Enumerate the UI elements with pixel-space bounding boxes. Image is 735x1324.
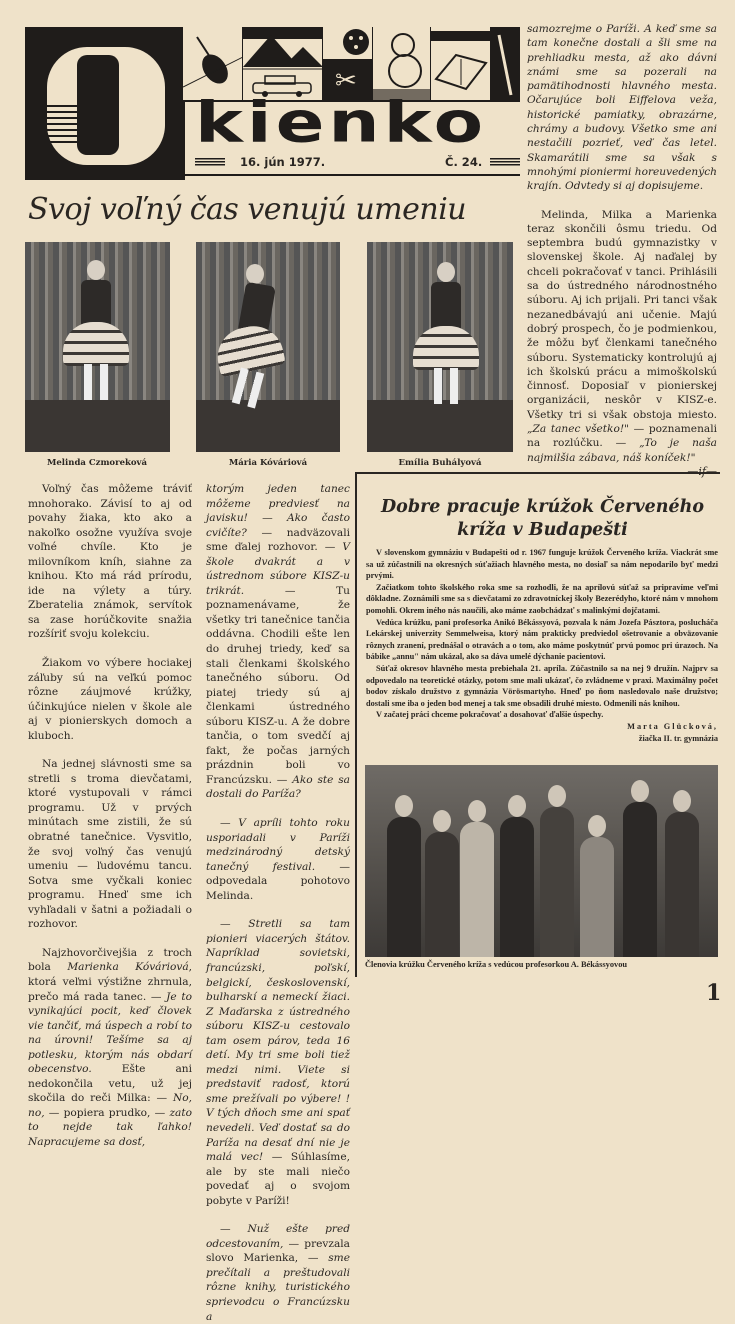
article-author: Marta Glücková, — [627, 721, 718, 731]
text: Najzhovorčivejšia z troch bola — [28, 946, 192, 974]
text: — Tu poznamenávame, že všetky tri tanečnice tančia oddávna. Chodili ešte len do druhej triedy, keď sa stali členkami školského tanečného súboru. Od piatej triedy sú aj členkami ústredného súboru KISZ-u. A že dobre tančia, o tom svedčí aj fakt, že počas jarných prázdnin boli vo Francúzsku. — — [206, 584, 350, 786]
italic-text: — Nuž ešte pred odcestovaním, — [206, 1223, 350, 1250]
divider — [355, 472, 720, 474]
italic-text: „To je naša najmilšia zábava, náš koníček!" — [527, 437, 717, 464]
italic-text: Marienka Kóváriová — [67, 961, 189, 974]
article-paragraph: Vedúca krúžku, pani profesorka Anikó Békássyová, pozvala k nám Jozefa Pásztora, poslucháča Lekárskej univerzity Semmelweisa, ktorý nám prakticky predviedol ošetrovanie a obväzovanie rôznych zranení, prednášal o otravách a o tom, ako máme poskytnúť prvú pomoc pri úrazoch. Na bábike „annu" nám ukázal, ako sa dáva umelé dýchanie pacientovi. — [366, 617, 718, 662]
text: — popiera prudko, — — [44, 1106, 170, 1119]
masthead — [25, 27, 520, 180]
italic-text: — Stretli sa tam pionieri viacerých štátov. Napríklad sovietski, francúzski, poľskí, belgickí, československí, bulharskí a nemeckí žiaci. Z Maďarska z ústredného súboru KISZ-u cestovalo tam osem párov, teda 16 detí. My tri sme boli tiež medzi nimi. Viete si predstaviť radosť, ktorú sme prežívali po výbere! ! V tých dňoch sme ani spať nevedeli. Veď dostať sa do Paríža na desať dní nie je malá vec! — [206, 918, 350, 1164]
page-number: 1 — [706, 980, 722, 1006]
brush-icon — [491, 27, 520, 100]
article-author-role: žiačka II. tr. gymnázia — [638, 733, 718, 743]
italic-text: samozrejme o Paríži. A keď sme sa tam konečne dostali a šli sme na prehliadku mesta, až ako dávni známi sme sa pozerali na pamätihodnosti hlavného mesta. Očarujúce boli Eiffelova veža, historické pamiatky, obrazárne, chrámy a budovy. Všetko sme ani nestačili pozrieť, veď čas letel. Skamarátili sme sa však s mnohými pioniermi horeuvedených krajín. Odvtedy si aj dopisujeme. — [527, 23, 717, 193]
story-paragraph — [206, 816, 350, 903]
italic-text: Ako ste sa dostali do Paríža? — [206, 773, 350, 801]
story-column-2 — [206, 482, 350, 1324]
photo-maria — [196, 242, 340, 452]
italic-text: „Za tanec všetko!" — [527, 423, 629, 436]
italic-text: ktorým jeden tanec môžeme predviesť na javisku! — Ako často cvičíte? — [206, 483, 350, 539]
group-photo-caption: Členovia krúžku Červeného kríža s vedúcou profesorkou A. Békássyovou — [365, 960, 628, 969]
text: , ktorá veľmi výstižne zhrnula, prečo má rada tanec. — — [28, 961, 193, 1003]
story-paragraph — [28, 757, 192, 932]
story-paragraph — [527, 22, 717, 194]
text: — poznamenali na rozlúčku. — — [527, 423, 717, 450]
logo-block — [25, 27, 185, 180]
text: — nadväzovali sme ďalej rozhovor. — — [206, 526, 350, 554]
article-body — [366, 547, 718, 744]
story-paragraph — [206, 917, 350, 1208]
italic-text: V škole dvakrát a v ústrednom súbore KISZ-u trikrát. — [206, 541, 350, 597]
article-paragraph: Začiatkom tohto školského roka sme sa rozhodli, že na aprílovú súťaž sa pripravíme veľmi dôkladne. Zoznámili sme sa s dievčatami zo zdravotníckej školy Bezerédyho, ktoré nám v mnohom pomohli. Okrem iného nás naučili, ako máme zaobchádzať s malinkými dojčatami. — [366, 582, 718, 615]
photo-caption: Emília Buhályová — [398, 458, 482, 468]
text: Ešte ani nedokončila vetu, už jej skočila do reči Milka: — — [28, 1063, 192, 1105]
text: Melinda, Milka a Marienka teraz skončili ôsmu triedu. Od septembra budú gymnazistky v slovenskej škole. Aj naďalej by chceli pokračovať v tanci. Prihlásili sa do ústredného národnostného súboru. Aj ich prijali. Pri tanci však nezanedbávajú ani učenie. Majú dobrý prospech, čo je podmienkou, že môžu byť členkami tanečného súboru. Systematicky kontrolujú aj ich školskú prácu a mimoškolskú činnosť. Doposiaľ v pionierskej organizácii, neskôr v KISZ-e. Všetky tri si však obstoja miesto. — [527, 208, 717, 421]
italic-text: — V apríli tohto roku usporiadali v Paríži medzinárodný detský tanečný festival. — [206, 817, 350, 873]
story-paragraph — [206, 1222, 350, 1324]
story-paragraph — [527, 208, 717, 465]
italic-text: zato to nejde tak ľahko! Napracujeme sa dosť, — [28, 1106, 192, 1148]
text: Žiakom vo výbere hociakej záľuby sú na veľkú pomoc rôzne záujmové krúžky, účinkujúce nielen v škole ale aj v pionierskych domoch a kluboch. — [28, 657, 192, 742]
masthead-dateline — [185, 152, 520, 176]
photo-caption: Mária Kóváriová — [228, 458, 308, 468]
photo-emilia — [367, 242, 513, 452]
logo-letter-o — [47, 47, 165, 165]
masthead-title: kienko — [195, 89, 488, 155]
article-paragraph: V slovenskom gymnáziu v Budapešti od r. 1967 funguje krúžok Červeného kríža. Viackrát sme sa už zúčastnili na okresných súťažiach hlavného mesta, no dosiaľ sa nám nepodarilo byť medzi prvými. — [366, 548, 718, 581]
story-column-3 — [527, 22, 717, 479]
issue-number: Č. 24. — [445, 155, 483, 169]
story-paragraph — [28, 946, 192, 1150]
text: Na jednej slávnosti sme sa stretli s troma dievčatami, ktoré vystupovali v rámci programu. Už v prvých minútach sme zistili, že sú obratné tanečnice. Vysvitlo, že svoj voľný čas venujú umeniu — ľudovému tancu. Sotva sme vyčkali koniec programu. Hneď sme ich vyhľadali v šatni a požiadali o rozhovor. — [28, 758, 192, 931]
issue-date: 16. jún 1977. — [240, 155, 326, 169]
italic-text: No, no, — [28, 1092, 192, 1119]
article-paragraph: V začatej práci chceme pokračovať a dosahovať ďalšie úspechy. — [376, 710, 604, 720]
text: Voľný čas môžeme tráviť mnohorako. Závisí to aj od povahy žiaka, kto ako a nakoľko osožne využíva svoje voľné chvíle. Kto je milovníkom kníh, siahne za knihou. Kto má rád prírodu, ide na výlety a túry. Zberatelia známok, servítok sa zase horúčkovite snažia rozšíriť svoju kolekciu. — [28, 483, 192, 641]
svg-text:✂: ✂ — [334, 66, 357, 96]
article-paragraph: Súťaž okresov hlavného mesta prebiehala 21. apríla. Zúčastnilo sa na nej 9 družín. Najprv sa odpovedalo na teoretické otázky, potom sme mali ukázať, čo zvládneme v praxi. Maximálny počet bodov získalo družstvo z gymnázia Vörösmartyho. Hneď po ňom nasledovalo naše družstvo; dostali sme iba o jeden bod menej a tak sme obsadili druhé miesto. Odmenili nás knihou. — [366, 663, 718, 708]
text: — Súhlasíme, ale by ste mali niečo povedať aj o svojom pobyte v Paríži! — [206, 1151, 350, 1207]
story-column-1 — [28, 482, 192, 1150]
page-headline: Svoj voľný čas venujú umeniu — [28, 192, 467, 227]
group-photo — [365, 765, 718, 957]
story-paragraph — [28, 482, 192, 642]
story-paragraph — [206, 482, 350, 802]
divider — [355, 472, 357, 977]
text: — prevzala slovo Marienka, — — [206, 1237, 350, 1265]
italic-text: sme prečítali a preštudovali rôzne knihy, turistického sprievodcu o Francúzsku a — [206, 1252, 350, 1323]
story-paragraph — [28, 656, 192, 743]
text: — odpovedala pohotovo Melinda. — [206, 860, 351, 902]
photo-melinda — [25, 242, 170, 452]
article-title: Dobre pracuje krúžok Červeného kríža v Budapešti — [381, 497, 704, 540]
italic-text: Je to vynikajúci pocit, keď človek vie tančiť, má úspech a robí to na úrovni! Tešíme sa aj potlesku, ktorým nás obdarí obecenstvo. — [28, 990, 192, 1076]
photo-caption: Melinda Czmoreková — [46, 458, 147, 468]
